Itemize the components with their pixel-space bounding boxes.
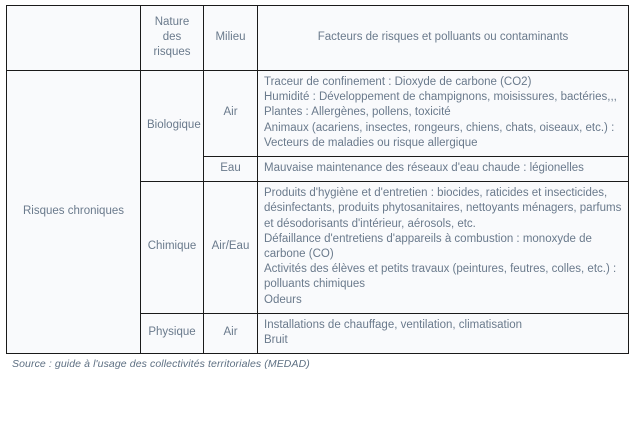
nature-cell-biologique: Biologique bbox=[141, 71, 204, 182]
factor-line: Animaux (acariens, insectes, rongeurs, chiens, chats, oiseaux, etc.) : Vecteurs de maladies ou risque allergique bbox=[264, 121, 615, 149]
factor-line: Odeurs bbox=[264, 293, 302, 306]
nature-cell-physique: Physique bbox=[141, 313, 204, 353]
factor-line: Plantes : Allergènes, pollens, toxicité bbox=[264, 106, 451, 119]
source-caption: Source : guide à l'usage des collectivités territoriales (MEDAD) bbox=[12, 358, 310, 371]
factor-line: Produits d'hygiène et d'entretien : biocides, raticides et insecticides, désinfectants, produits phytosanitaires, nettoyants ménagers, parfums et désodorisants d'intérieur, aérosols, etc. bbox=[264, 187, 622, 230]
factor-line: Traceur de confinement : Dioxyde de carbone (CO2) bbox=[264, 76, 532, 88]
header-nature-line-3: risques bbox=[153, 46, 191, 59]
table-body bbox=[7, 71, 629, 354]
factor-line: Bruit bbox=[264, 334, 288, 347]
header-row bbox=[7, 6, 629, 71]
milieu-cell-eau-biologique: Eau bbox=[204, 157, 258, 182]
header-nature bbox=[141, 6, 204, 71]
chronic-risks-table bbox=[6, 5, 629, 354]
milieu-cell-air-eau-chimique: Air/Eau bbox=[204, 182, 258, 314]
factors-cell-chimique bbox=[258, 182, 629, 314]
header-category bbox=[7, 6, 141, 71]
table-row bbox=[7, 71, 629, 157]
factor-line: Défaillance d'entretiens d'appareils à combustion : monoxyde de carbone (CO) bbox=[264, 232, 592, 261]
factor-line: Mauvaise maintenance des réseaux d'eau chaude : légionelles bbox=[264, 162, 584, 175]
factor-line: Humidité : Développement de champignons, moisissures, bactéries,,, bbox=[264, 91, 617, 104]
milieu-cell-air-physique: Air bbox=[204, 313, 258, 353]
header-milieu: Milieu bbox=[204, 6, 258, 71]
nature-cell-chimique: Chimique bbox=[141, 182, 204, 314]
factor-line: Activités des élèves et petits travaux (peintures, feutres, colles, etc.) : polluants chimiques bbox=[264, 263, 617, 291]
factors-cell-biologique-air bbox=[258, 71, 629, 157]
category-cell-risques-chroniques: Risques chroniques bbox=[7, 71, 141, 354]
header-nature-line-1: Nature bbox=[154, 15, 190, 28]
header-nature-line-2: des bbox=[162, 30, 182, 43]
factor-line: Installations de chauffage, ventilation, climatisation bbox=[264, 318, 523, 331]
table-header bbox=[7, 6, 629, 71]
header-factors: Facteurs de risques et polluants ou contaminants bbox=[258, 6, 629, 71]
milieu-cell-air-biologique: Air bbox=[204, 71, 258, 157]
factors-cell-physique bbox=[258, 313, 629, 353]
factors-cell-biologique-eau bbox=[258, 157, 629, 182]
